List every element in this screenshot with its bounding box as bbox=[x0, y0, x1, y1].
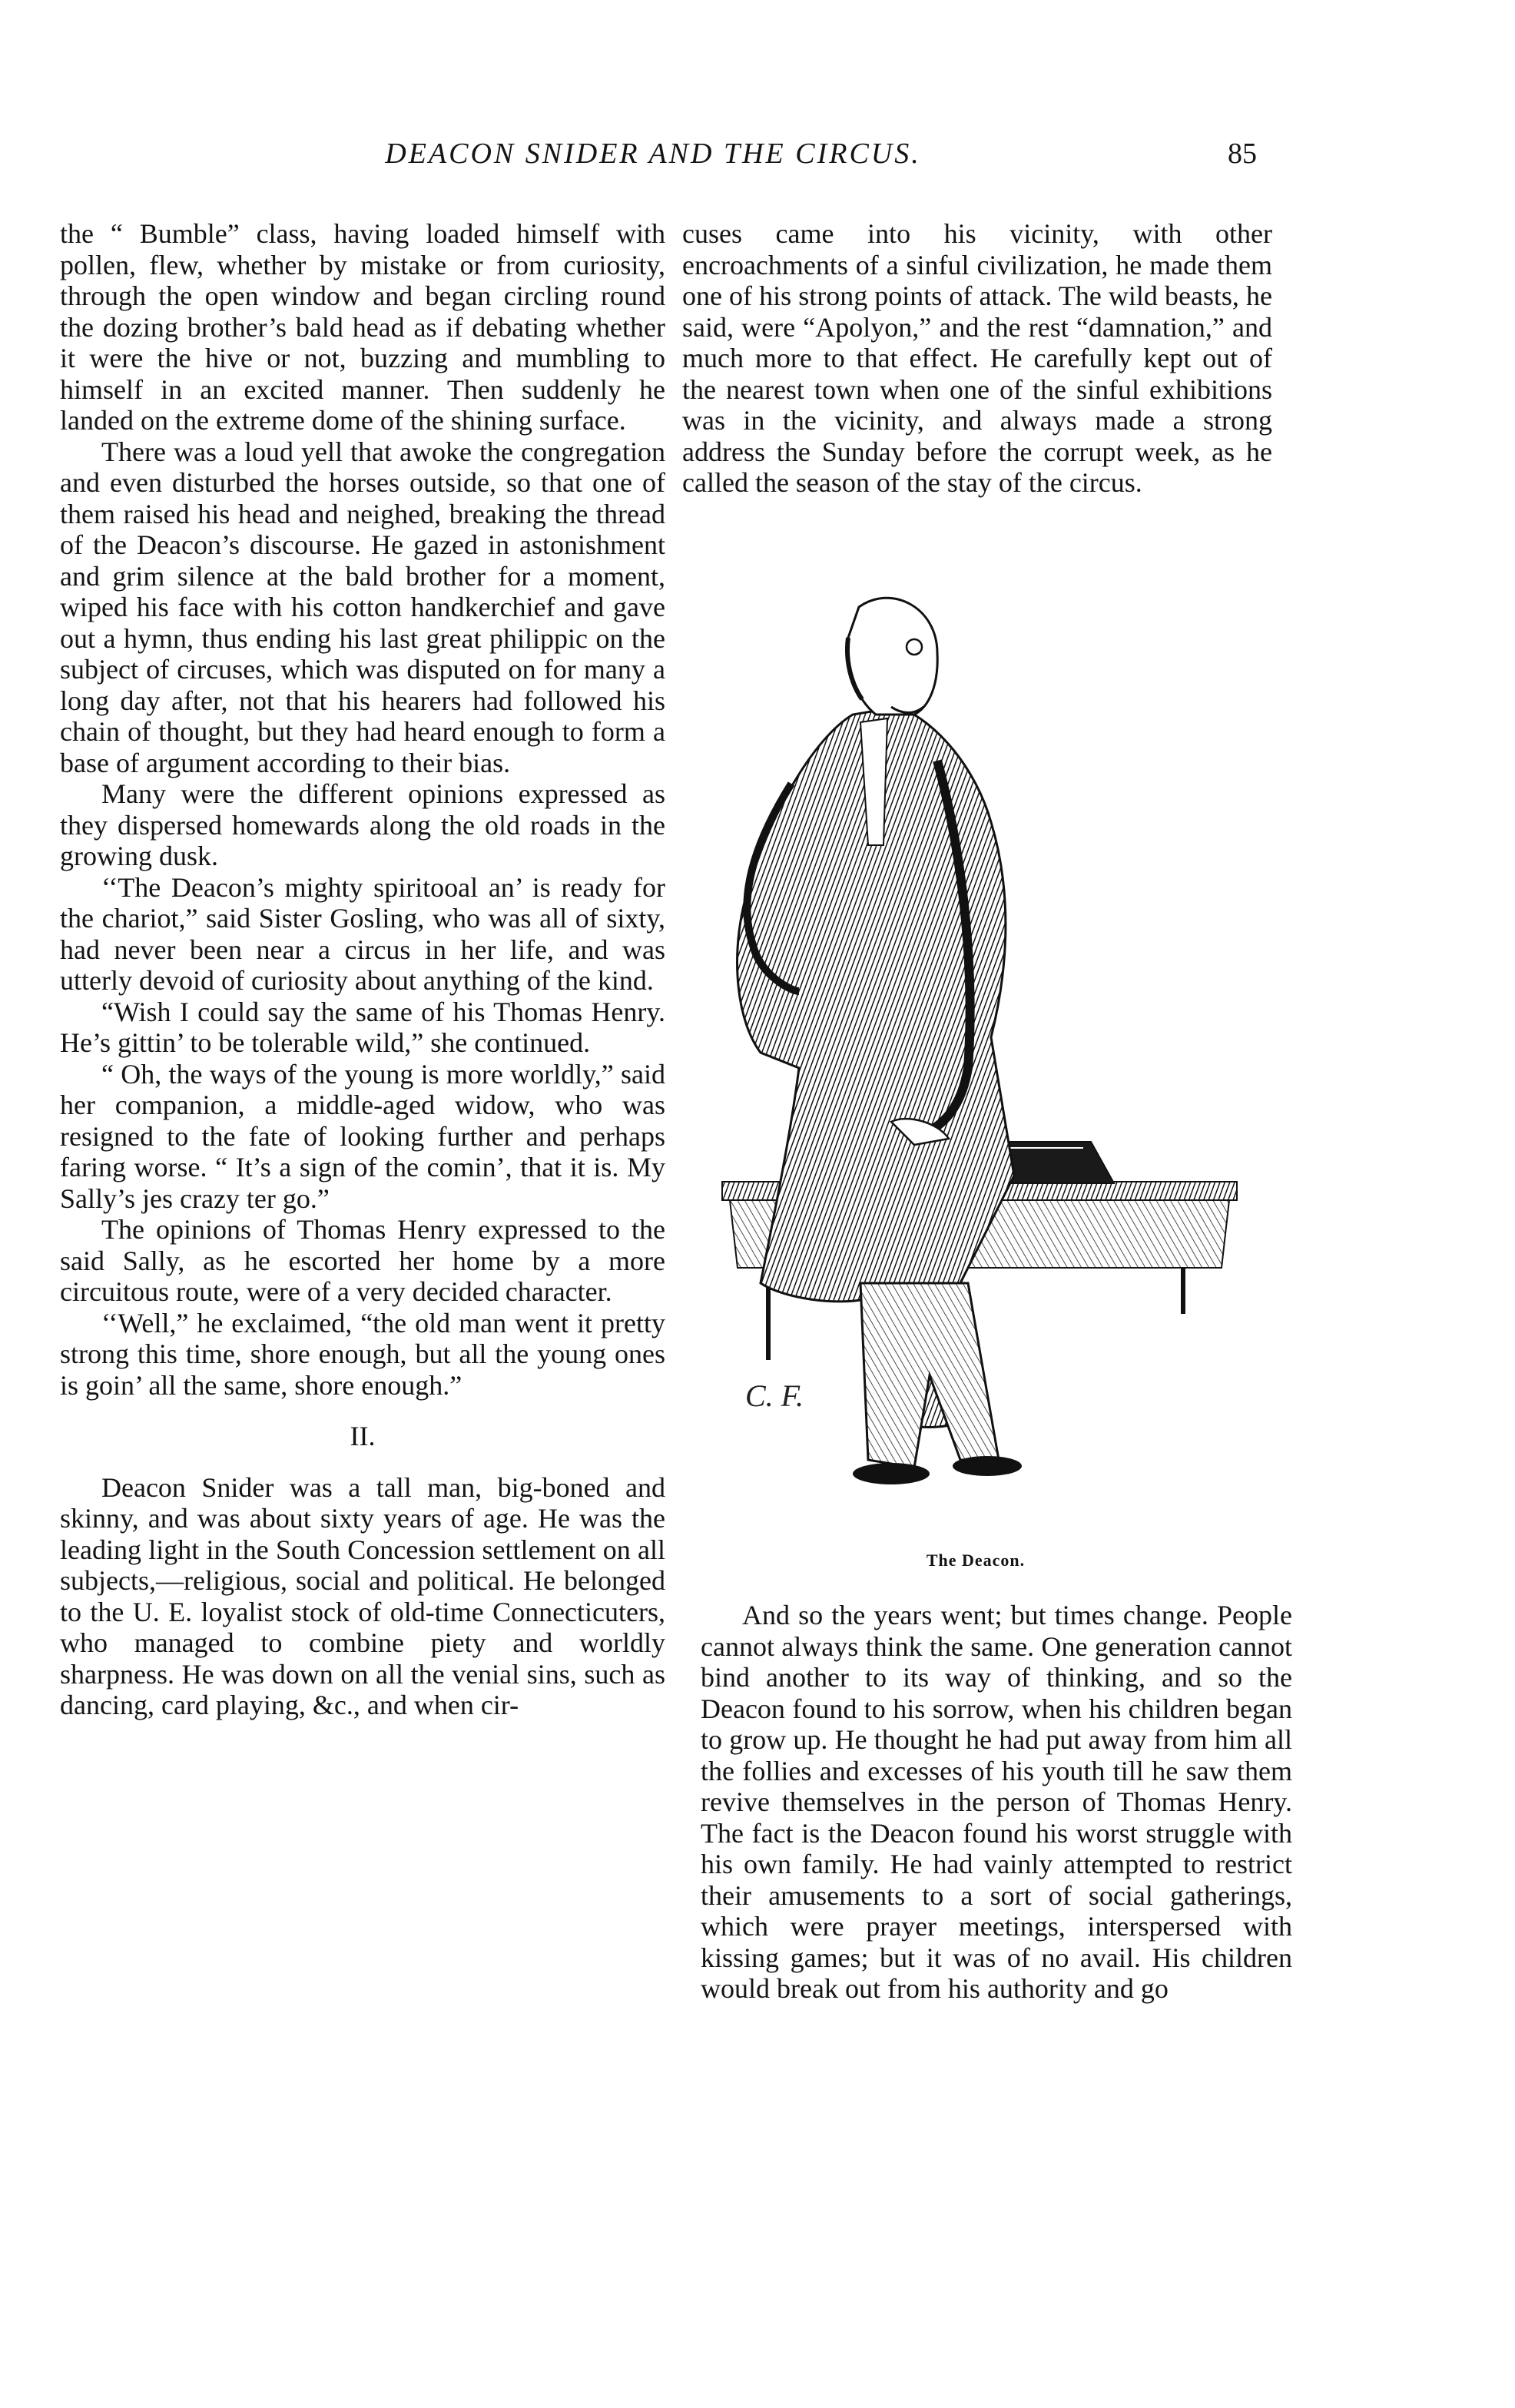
legs bbox=[860, 1283, 999, 1468]
deacon-drawing bbox=[684, 592, 1268, 1544]
shoe bbox=[853, 1463, 930, 1484]
paragraph: “ Oh, the ways of the young is more worldly,” said her companion, a middle-aged widow, who was resigned to the fate of looking further and perhaps faring worse. “ It’s a sign of the comin’, that it is. My Sally’s jes crazy ter go.” bbox=[60, 1058, 665, 1214]
paragraph: the “ Bumble” class, having loaded himself with pollen, flew, whether by mistake or from curiosity, through the open window and began circling round the dozing brother’s bald head as if debating whether it were the hive or not, buzzing and mumbling to himself in an excited manner. Then suddenly he landed on the extreme dome of the shining surface. bbox=[60, 218, 665, 436]
paragraph: Many were the different opinions expressed as they dispersed homewards along the old roads in the growing dusk. bbox=[60, 778, 665, 871]
running-title: DEACON SNIDER AND THE CIRCUS. bbox=[385, 138, 921, 170]
figure-caption: The Deacon. bbox=[926, 1551, 1026, 1570]
paragraph: The opinions of Thomas Henry expressed to the said Sally, as he escorted her home by a more circuitous route, were of a very decided character. bbox=[60, 1214, 665, 1307]
paragraph: ‘‘Well,” he exclaimed, “the old man went it pretty strong this time, shore enough, but all the young ones is goin’ all the same, shore enough.” bbox=[60, 1307, 665, 1401]
section-heading: II. bbox=[350, 1421, 376, 1451]
deacon-illustration bbox=[684, 592, 1268, 1583]
paragraph: And so the years went; but times change. People cannot always think the same. One generation cannot bind another to its way of thinking, and so the Deacon found to his sorrow, when his children began to grow up. He thought he had put away from him all the follies and excesses of his youth till he saw them revive themselves in the person of Thomas Henry. The fact is the Deacon found his worst struggle with his own family. He had vainly attempted to restrict their amusements to a sort of social gatherings, which were prayer meetings, interspersed with kissing games; but it was of no avail. His children would break out from his authority and go bbox=[701, 1600, 1292, 2004]
paragraph: There was a loud yell that awoke the congregation and even disturbed the horses outside, so that one of them raised his head and neighed, breaking the thread of the Deacon’s discourse. He gazed in astonishment and grim silence at the bald brother for a moment, wiped his face with his cotton handkerchief and gave out a hymn, thus ending his last great philippic on the subject of circuses, which was disputed on for many a long day after, not that his hearers had followed his chain of thought, but they had heard enough to form a base of argument according to their bias. bbox=[60, 436, 665, 778]
right-column-top bbox=[682, 218, 1272, 499]
right-column-bottom bbox=[701, 1600, 1292, 2005]
paragraph: ‘‘The Deacon’s mighty spiritooal an’ is ready for the chariot,” said Sister Gosling, who was all of sixty, had never been near a circus in her life, and was utterly devoid of curiosity about anything of the kind. bbox=[60, 871, 665, 996]
artist-signature: C. F. bbox=[745, 1378, 804, 1413]
page-number: 85 bbox=[1228, 138, 1257, 170]
paragraph: cuses came into his vicinity, with other encroachments of a sinful civilization, he made them one of his strong points of attack. The wild beasts, he said, were “Apolyon,” and the rest “damnation,” and much more to that effect. He carefully kept out of the nearest town when one of the sinful exhibitions was in the vicinity, and always made a strong address the Sunday before the corrupt week, as he called the season of the stay of the circus. bbox=[682, 218, 1272, 498]
paragraph: “Wish I could say the same of his Thomas Henry. He’s gittin’ to be tolerable wild,” she continued. bbox=[60, 996, 665, 1058]
left-column bbox=[60, 218, 665, 1721]
shoe bbox=[953, 1456, 1022, 1476]
paragraph: Deacon Snider was a tall man, big-boned and skinny, and was about sixty years of age. He was the leading light in the South Concession settlement on all subjects,—religious, social and political. He belonged to the U. E. loyalist stock of old-time Connecticuters, who managed to combine piety and worldly sharpness. He was down on all the venial sins, such as dancing, card playing, &c., and when cir- bbox=[60, 1471, 665, 1720]
